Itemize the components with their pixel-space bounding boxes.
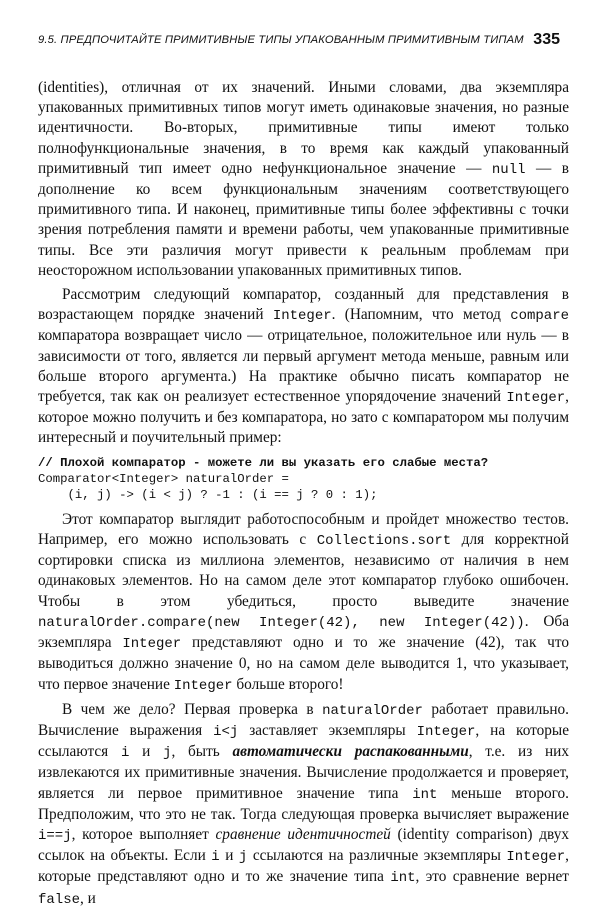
text-run: . (Напомним, что метод <box>331 306 511 324</box>
inline-code: i==j <box>38 827 72 844</box>
inline-code: Integer <box>272 308 332 325</box>
inline-code: i <box>211 849 220 866</box>
text-run: Этот компаратор выглядит работоспособным и пройдет множество тестов. Например, его можно использовать с <box>38 510 569 549</box>
inline-code: naturalOrder.compare(new Integer(42), new Integer(42)) <box>38 614 525 631</box>
code-block <box>38 455 569 504</box>
text-run: , которые представляют одно и то же значение типа <box>38 847 569 886</box>
inline-code: j <box>163 745 172 762</box>
emphasis: автоматически распакованными <box>232 743 469 761</box>
text-run: для корректной сортировки списка из миллиона элементов, независимо от наличия в нем одинаковых элементов. Но на самом деле этот компаратор глубоко ошибочен. Чтобы в этом убедиться, просто выведите значение <box>38 531 569 610</box>
text-run: (identity comparison) двух ссылок на объекты. Если <box>38 825 569 865</box>
inline-code: compare <box>510 308 570 325</box>
text-run: больше второго! <box>232 675 344 693</box>
inline-code: null <box>491 161 526 178</box>
text-run: В чем же дело? Первая проверка в <box>62 700 323 718</box>
inline-code: j <box>238 849 248 866</box>
text-run: заставляет экземпляры <box>238 721 417 739</box>
inline-code: Integer <box>416 723 476 740</box>
inline-code: int <box>390 870 416 887</box>
inline-code: Integer <box>506 849 566 866</box>
inline-code: int <box>412 786 438 803</box>
text-run: , это сравнение вернет <box>415 868 569 886</box>
inline-code: Integer <box>173 677 233 694</box>
paragraph-3 <box>38 510 569 696</box>
text-run: (identities), отличная от их значений. Иными словами, два экземпляра упакованных примитивных типов могут иметь одинаковые значения, но разные идентичности. Во-вторых, примитивные типы имеют только полнофункциональные значения, в то время как каждый упакованный примитивный тип имеет одно нефункциональное значение — <box>38 79 569 177</box>
emphasis: сравнение идентичностей <box>215 825 391 843</box>
body-text <box>38 78 569 910</box>
text-run: — в дополнение ко всем функциональным значениям соответствующего примитивного типа. И наконец, примитивные типы более эффективны с точки зрения потребления памяти и времени работы, чем упакованные примитивные типы. Все эти различия могут привести к реальным проблемам при неосторожном использовании упакованных примитивных типов. <box>38 159 569 279</box>
code-comment: // Плохой компаратор - можете ли вы указать его слабые места? <box>38 455 489 470</box>
inline-code: i<j <box>213 723 239 740</box>
text-run: ссылаются на различные экземпляры <box>247 847 507 865</box>
text-run: работает правильно. Вычисление выражения <box>38 700 569 739</box>
text-run: Рассмотрим следующий компаратор, созданный для представления в возрастающем порядке значений <box>38 286 569 324</box>
paragraph-1 <box>38 78 569 281</box>
inline-code: false <box>38 891 81 908</box>
code-line: Comparator<Integer> naturalOrder = <box>38 472 289 487</box>
inline-code: naturalOrder <box>322 702 423 719</box>
text-run: компаратора возвращает число — отрицательное, положительное или нуль — в зависимости от того, является ли первый аргумент метода меньше, равным или больше второго аргумента.) На практике обычно писать компаратор не требуется, так как он реализует естественное упорядочение значений <box>38 327 569 406</box>
text-run: и <box>129 743 164 761</box>
text-run: , и <box>80 889 96 907</box>
text-run: представляют одно и то же значение (42), так что выводиться должно значение 0, но на самом деле выводится 1, что указывает, что первое значение <box>38 634 569 693</box>
paragraph-4 <box>38 700 569 910</box>
text-run: , которое выполняет <box>71 825 216 843</box>
text-run: , на которые ссылаются <box>38 721 569 761</box>
inline-code: Integer <box>506 390 566 407</box>
inline-code: Collections.sort <box>316 533 452 550</box>
text-run: , которое можно получить и без компаратора, но зато с компаратором мы получим интересный и поучительный пример: <box>38 388 569 447</box>
text-run: меньше второго. Предположим, что это не так. Тогда следующая проверка вычисляет выражение <box>38 784 569 823</box>
running-header <box>38 32 560 54</box>
code-line: (i, j) -> (i < j) ? -1 : (i == j ? 0 : 1); <box>38 488 378 503</box>
text-run: , быть <box>171 743 233 761</box>
inline-code: i <box>120 745 130 762</box>
inline-code: Integer <box>122 636 182 653</box>
text-run: . Оба экземпляра <box>38 612 569 652</box>
page-number: 335 <box>533 31 560 48</box>
paragraph-2 <box>38 285 569 449</box>
text-run: , т.е. из них извлекаются их примитивные значения. Вычисление продолжается и проверяет, является ли первое примитивное значение типа <box>38 743 569 802</box>
text-run: и <box>219 847 239 865</box>
header-title: 9.5. ПРЕДПОЧИТАЙТЕ ПРИМИТИВНЫЕ ТИПЫ УПАКОВАННЫМ ПРИМИТИВНЫМ ТИПАМ <box>38 34 524 46</box>
